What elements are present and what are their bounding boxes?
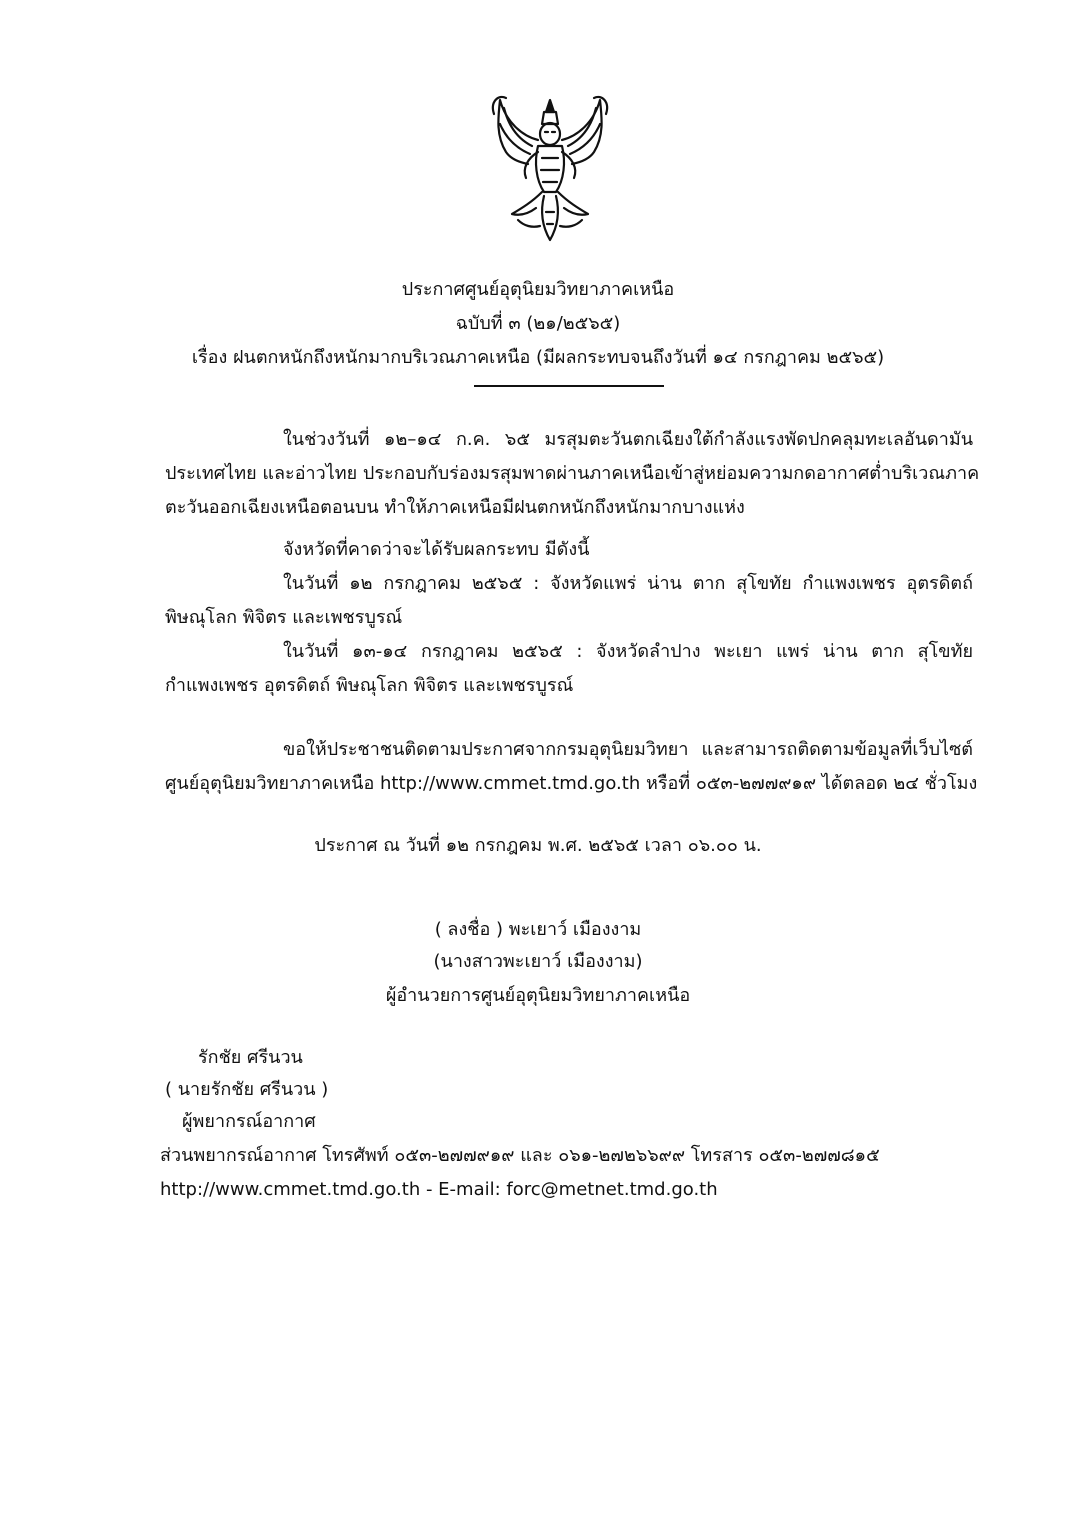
- web-email-contact: http://www.cmmet.tmd.go.th - E-mail: forc@metnet.tmd.go.th: [160, 1179, 718, 1200]
- day1-line2: พิษณุโลก พิจิตร และเพชรบูรณ์: [165, 607, 403, 628]
- forecaster-signed: รักชัย ศรีนวน: [198, 1047, 303, 1068]
- forecast-contact: ส่วนพยากรณ์อากาศ โทรศัพท์ ๐๕๓-๒๗๗๙๑๙ และ ๐๖๑-๒๗๒๖๖๙๙ โทรสาร ๐๕๓-๒๗๗๘๑๕: [160, 1145, 880, 1166]
- para1-line2: ประเทศไทย และอ่าวไทย ประกอบกับร่องมรสุมพาดผ่านภาคเหนือเข้าสู่หย่อมความกดอากาศต่ำบริเวณภาค: [165, 463, 980, 484]
- advice-line1: ขอให้ประชาชนติดตามประกาศจากกรมอุตุนิยมวิทยา และสามารถติดตามข้อมูลที่เว็บไซต์: [283, 739, 973, 760]
- para1-line3: ตะวันออกเฉียงเหนือตอนบน ทำให้ภาคเหนือมีฝนตกหนักถึงหนักมากบางแห่ง: [165, 497, 745, 518]
- day2-line1: ในวันที่ ๑๓-๑๔ กรกฎาคม ๒๕๖๕ : จังหวัดลำปาง พะเยา แพร่ น่าน ตาก สุโขทัย: [283, 641, 973, 662]
- announcement-title: ประกาศศูนย์อุตุนิยมวิทยาภาคเหนือ: [401, 279, 675, 300]
- forecaster-name: ( นายรักชัย ศรีนวน ): [165, 1079, 329, 1100]
- forecaster-position: ผู้พยากรณ์อากาศ: [182, 1111, 316, 1132]
- advice-line2: ศูนย์อุตุนิยมวิทยาภาคเหนือ http://www.cmmet.tmd.go.th หรือที่ ๐๕๓-๒๗๗๙๑๙ ได้ตลอด ๒๔ ชั่วโมง: [165, 773, 978, 794]
- director-name: (นางสาวพะเยาว์ เมืองงาม): [433, 951, 643, 972]
- garuda-emblem-icon: [488, 88, 612, 248]
- announcement-date: ประกาศ ณ วันที่ ๑๒ กรกฎคม พ.ศ. ๒๕๖๕ เวลา ๐๖.๐๐ น.: [314, 835, 762, 856]
- day1-line1: ในวันที่ ๑๒ กรกฎาคม ๒๕๖๕ : จังหวัดแพร่ น่าน ตาก สุโขทัย กำแพงเพชร อุตรดิตถ์: [283, 573, 973, 594]
- day2-line2: กำแพงเพชร อุตรดิตถ์ พิษณุโลก พิจิตร และเพชรบูรณ์: [165, 675, 574, 696]
- subject-line: เรื่อง ฝนตกหนักถึงหนักมากบริเวณภาคเหนือ (มีผลกระทบจนถึงวันที่ ๑๔ กรกฎาคม ๒๕๖๕): [191, 347, 885, 368]
- title-divider: [474, 385, 664, 387]
- affected-intro: จังหวัดที่คาดว่าจะได้รับผลกระทบ มีดังนี้: [283, 539, 590, 560]
- issue-number: ฉบับที่ ๓ (๒๑/๒๕๖๕): [455, 313, 621, 334]
- director-position: ผู้อำนวยการศูนย์อุตุนิยมวิทยาภาคเหนือ: [385, 985, 691, 1006]
- para1-line1: ในช่วงวันที่ ๑๒–๑๔ ก.ค. ๖๕ มรสุมตะวันตกเฉียงใต้กำลังแรงพัดปกคลุมทะเลอันดามัน: [283, 429, 973, 450]
- director-signed: ( ลงชื่อ ) พะเยาว์ เมืองงาม: [434, 919, 642, 940]
